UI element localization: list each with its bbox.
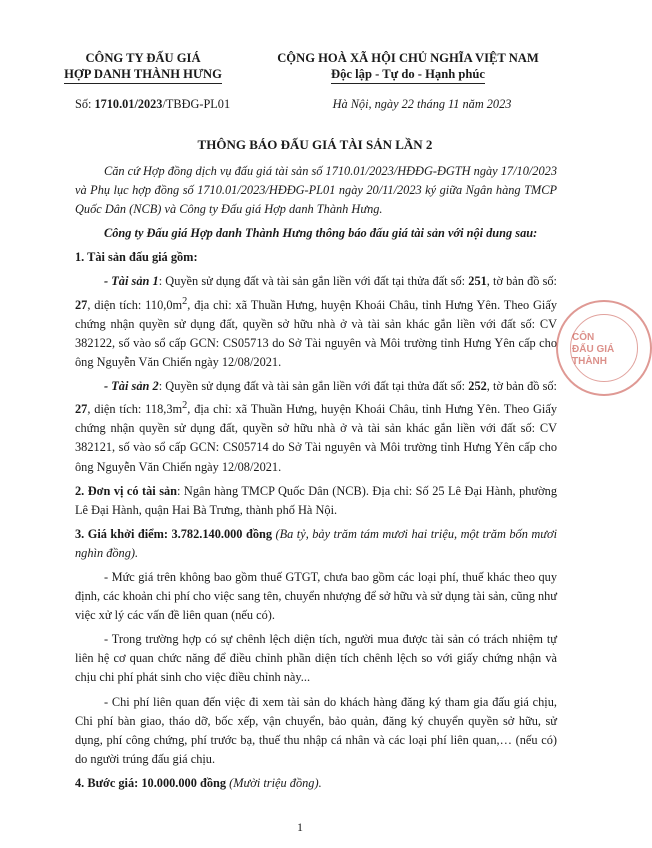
section2-paragraph	[75, 482, 557, 520]
asset2-parcel: 252	[468, 379, 487, 394]
asset2-text: , diện tích: 118,3m	[87, 402, 183, 417]
asset1-text: , diện tích: 110,0m	[87, 297, 183, 312]
section3-note3: - Chi phí liên quan đến việc đi xem tài sản do khách hàng đăng ký tham gia đấu giá chịu, Chi phí bàn giao, tháo dỡ, bốc xếp, vận chuyển, bảo quản, đăng ký chuyển quyền sở hữu, sử dụng, phí công chứng, phí trước bạ, thuế thu nhập cá nhân và các loại phí liên quan,… (nếu có) do người trúng đấu giá chịu.	[75, 694, 557, 766]
stamp-text-line1: CÔN	[572, 332, 595, 343]
asset2-text: , địa chỉ: xã Thuần Hưng, huyện Khoái Châu, tỉnh Hưng Yên. Theo Giấy chứng nhận quyền sử dụng đất, quyền sở hữu nhà ở và tài sản khác gắn liền với đất số: CV 382121, số vào sổ cấp GCN: CS05714 do Sở Tài nguyên và Môi trường tỉnh Hưng Yên cấp cho ông Nguyễn Văn Chiến ngày 12/08/2021.	[75, 402, 557, 474]
section4-paragraph	[75, 774, 557, 793]
stamp-text-line3: THÀNH	[572, 356, 607, 367]
section3-note1: - Mức giá trên không bao gồm thuế GTGT, chưa bao gồm các loại phí, thuế khác theo quy định, các khoản chi phí cho việc sang tên, chuyển nhượng để sở hữu và sử dụng tài sản, cũng như việc xử lý các vấn đề liên quan (nếu có).	[75, 570, 557, 623]
section4-heading: 4. Bước giá: 10.000.000 đồng	[75, 775, 227, 790]
ref-prefix: Số:	[75, 97, 95, 111]
page-number: 1	[297, 820, 303, 834]
nation-motto: Độc lập - Tự do - Hạnh phúc	[331, 66, 485, 84]
stamp-text	[572, 332, 614, 368]
company-name-line2: HỢP DANH THÀNH HƯNG	[64, 66, 222, 84]
page-title: THÔNG BÁO ĐẤU GIÁ TÀI SẢN LẦN 2	[197, 137, 433, 152]
asset2-sup: 2	[182, 400, 188, 412]
company-header	[58, 50, 228, 84]
section3-words: (Ba tỷ, bảy trăm tám mươi hai triệu, một trăm bốn mươi nghìn đồng).	[75, 526, 557, 560]
national-motto-header	[258, 50, 558, 84]
asset1-sup: 2	[182, 295, 188, 307]
asset1-parcel: 251	[468, 274, 487, 289]
asset2-paragraph	[75, 377, 557, 477]
asset1-paragraph	[75, 272, 557, 372]
document-date: Hà Nội, ngày 22 tháng 11 năm 2023	[332, 97, 512, 111]
announce-paragraph: Công ty Đấu giá Hợp danh Thành Hưng thông báo đấu giá tài sản với nội dung sau:	[104, 226, 538, 241]
document-reference	[75, 97, 230, 112]
section1-heading: 1. Tài sản đấu giá gồm:	[75, 250, 198, 265]
stamp-text-line2: ĐẤU GIÁ	[572, 344, 615, 355]
ref-suffix: /TBĐG-PL01	[162, 97, 231, 111]
document-body	[75, 162, 557, 798]
company-seal-stamp	[556, 300, 652, 396]
asset1-map: 27	[75, 297, 88, 312]
intro-paragraph: Căn cứ Hợp đồng dịch vụ đấu giá tài sản số 1710.01/2023/HĐĐG-ĐGTH ngày 17/10/2023 và Phụ lục hợp đồng số 1710.01/2023/HĐĐG-PL01 ngày 20/11/2023 ký giữa Ngân hàng TMCP Quốc Dân (NCB) và Công ty Đấu giá Hợp danh Thành Hưng.	[75, 164, 557, 217]
asset2-text: : Quyền sử dụng đất và tài sản gắn liền với đất tại thửa đất số:	[158, 379, 469, 394]
asset2-map: 27	[75, 402, 88, 417]
asset1-label: - Tài sản 1	[104, 274, 159, 289]
asset2-label: - Tài sản 2	[104, 379, 159, 394]
ref-number: 1710.01/2023	[94, 97, 163, 111]
nation-name: CỘNG HOÀ XÃ HỘI CHỦ NGHĨA VIỆT NAM	[277, 51, 539, 65]
asset1-text: : Quyền sử dụng đất và tài sản gắn liền với đất tại thửa đất số:	[158, 274, 469, 289]
section4-words: (Mười triệu đồng).	[226, 775, 322, 790]
asset1-text: , tờ bản đồ số:	[486, 274, 557, 289]
section3-note2: - Trong trường hợp có sự chênh lệch diện tích, người mua được tài sản có trách nhiệm tự liên hệ cơ quan chức năng để điều chỉnh phần diện tích chênh lệch so với giấy chứng nhận và chịu chi phí phát sinh cho việc điều chỉnh này...	[75, 632, 557, 685]
section2-heading: 2. Đơn vị có tài sản	[75, 483, 178, 498]
asset1-text: , địa chỉ: xã Thuần Hưng, huyện Khoái Châu, tỉnh Hưng Yên. Theo Giấy chứng nhận quyền sử dụng đất, quyền sở hữu nhà ở và tài sản khác gắn liền với đất số: CV 382122, số vào sổ cấp GCN: CS05713 do Sở Tài nguyên và Môi trường tỉnh Hưng Yên cấp cho ông Nguyễn Văn Chiến ngày 12/08/2021.	[75, 297, 557, 369]
asset2-text: , tờ bản đồ số:	[486, 379, 557, 394]
section2-text: : Ngân hàng TMCP Quốc Dân (NCB). Địa chỉ: Số 25 Lê Đại Hành, phường Lê Đại Hành, quận Hai Bà Trưng, thành phố Hà Nội.	[75, 483, 557, 517]
section3-paragraph	[75, 525, 557, 563]
company-name-line1: CÔNG TY ĐẤU GIÁ	[85, 51, 201, 65]
section3-heading: 3. Giá khởi điểm: 3.782.140.000 đồng	[75, 526, 273, 541]
